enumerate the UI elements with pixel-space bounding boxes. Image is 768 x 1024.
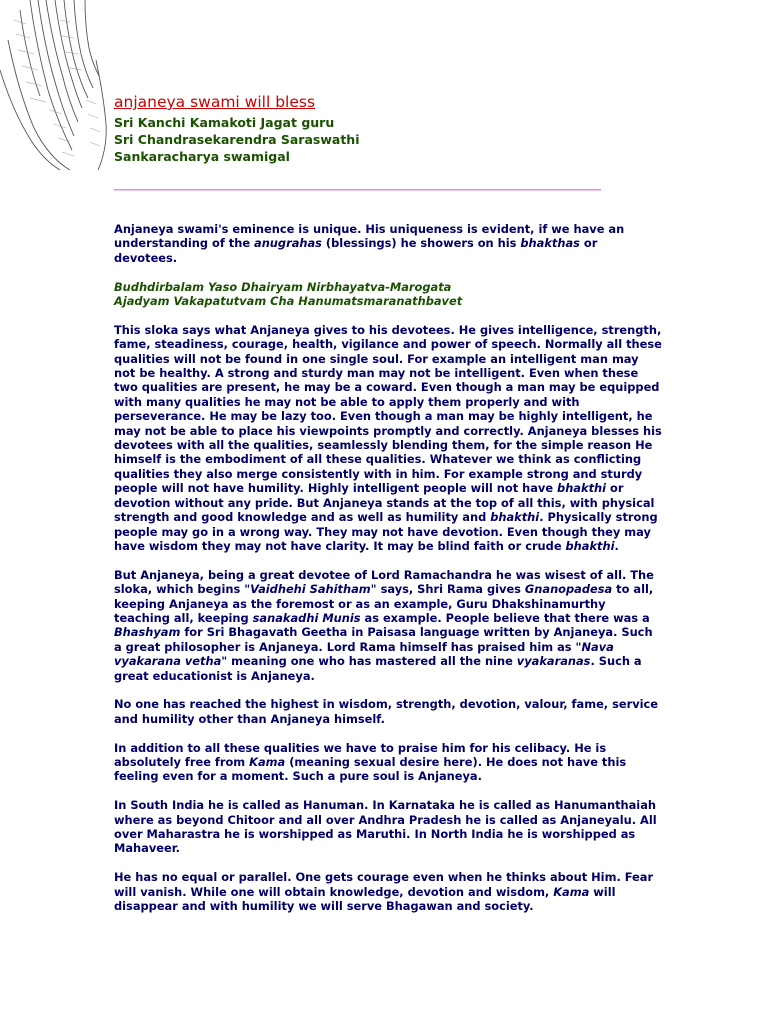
sloka-line-2: Ajadyam Vakapatutvam Cha Hanumatsmaranathbavet [114, 294, 463, 309]
folded-hands-image [0, 0, 112, 172]
paragraph-5: In addition to all these qualities we have to praise him for his celibacy. He is absolutely free from Kama (meaning sexual desire here). He does not have this feeling even for a moment. Such a pure soul is Anjaneya. [114, 740, 627, 784]
folded-hands-icon [0, 0, 112, 172]
sloka-line-1: Budhdirbalam Yaso Dhairyam Nirbhayatva-Marogata [114, 279, 452, 294]
sloka [114, 280, 662, 309]
paragraph-3: But Anjaneya, being a great devotee of Lord Ramachandra he was wisest of all. The sloka, which begins "Vaidhehi Sahitham" says, Shri Rama gives Gnanopadesa to all, keeping Anjaneya as the foremost or as an example, Guru Dhakshinamurthy teaching all, keeping sanakadhi Munis as example. People believe that there was a Bhashyam for Sri Bhagavath Geetha in Paisasa language written by Anjaneya. Such a great philosopher is Anjaneya. Lord Rama himself has praised him as "Nava vyakarana vetha" meaning one who has mastered all the nine vyakaranas. Such a great educationist is Anjaneya. [114, 567, 654, 683]
subtitle-line-3: Sankaracharya swamigal [114, 149, 290, 164]
article-body [114, 222, 662, 928]
page-title-link[interactable]: anjaneya swami will bless [114, 93, 316, 111]
header [114, 93, 359, 165]
paragraph-2: This sloka says what Anjaneya gives to his devotees. He gives intelligence, strength, fame, steadiness, courage, health, vigilance and power of speech. Normally all these qualities will not be found in one single soul. For example an intelligent man may not be healthy. A strong and sturdy man may not be intelligent. Even when these two qualities are present, he may be a coward. Even though a man may be equipped with many qualities he may not be able to apply them properly and with perseverance. He may be lazy too. Even though a man may be highly intelligent, he may not be able to place his viewpoints promptly and correctly. Anjaneya blesses his devotees with all the qualities, seamlessly blending them, for the simple reason He himself is the embodiment of all these qualities. Whatever we think as conflicting qualities they also merge consistently with in him. For example strong and sturdy people will not have humility. Highly intelligent people will not have bhakthi or devotion without any pride. But Anjaneya stands at the top of all this, with physical strength and good knowledge and as well as humility and bhakthi. Physically strong people may go in a wrong way. They may not have devotion. Even though they may have wisdom they may not have clarity. It may be blind faith or crude bhakthi. [114, 322, 662, 553]
subtitle-line-2: Sri Chandrasekarendra Saraswathi [114, 132, 360, 147]
paragraph-1: Anjaneya swami's eminence is unique. His uniqueness is evident, if we have an understanding of the anugrahas (blessings) he showers on his bhakthas or devotees. [114, 222, 625, 265]
paragraph-7: He has no equal or parallel. One gets courage even when he thinks about Him. Fear will vanish. While one will obtain knowledge, devotion and wisdom, Kama will disappear and with humility we will serve Bhagawan and society. [114, 870, 654, 913]
divider [114, 189, 601, 191]
subtitle-line-1: Sri Kanchi Kamakoti Jagat guru [114, 115, 335, 130]
paragraph-6: In South India he is called as Hanuman. In Karnataka he is called as Hanumanthaiah where as beyond Chitoor and all over Andhra Pradesh he is called as Anjaneyalu. All over Maharastra he is worshipped as Maruthi. In North India he is worshipped as Mahaveer. [114, 798, 657, 856]
paragraph-4: No one has reached the highest in wisdom, strength, devotion, valour, fame, service and humility other than Anjaneya himself. [114, 697, 659, 726]
